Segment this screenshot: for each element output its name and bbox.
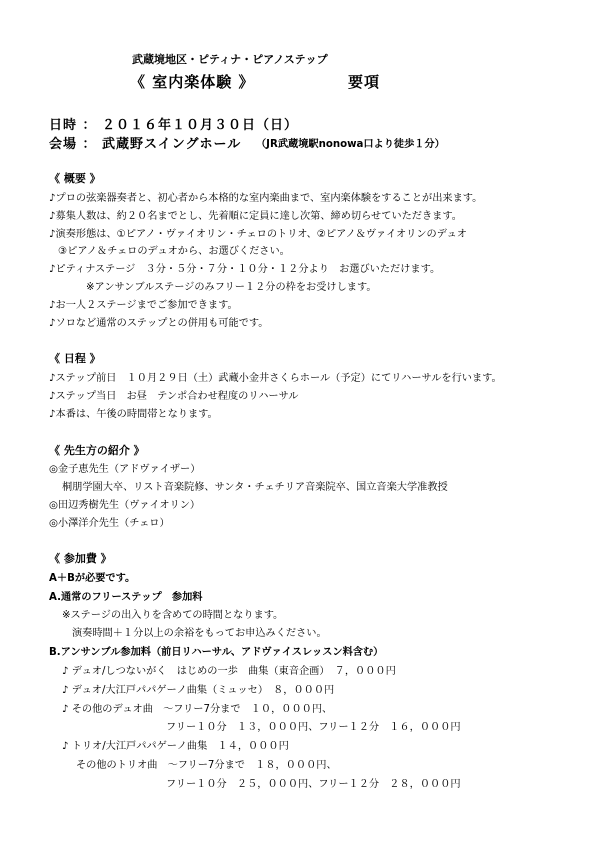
schedule-line: ♪本番は、午後の時間帯となります。 bbox=[49, 409, 218, 420]
overview-line: ♪演奏形態は、①ピアノ・ヴァイオリン・チェロのトリオ、②ピアノ＆ヴァイオリンのデュオ bbox=[49, 229, 467, 240]
fee-a-note: 演奏時間＋１分以上の余裕をもってお申込みください。 bbox=[72, 628, 327, 639]
overview-line: ※アンサンブルステージのみフリー１２分の枠をお受けします。 bbox=[86, 282, 377, 293]
overview-line: ♪お一人２ステージまでご参加できます。 bbox=[49, 300, 238, 311]
fee-b-line: ♪ その他のデュオ曲 ～フリー7分まで １０，０００円、 bbox=[62, 704, 333, 715]
schedule-line: ♪ステップ当日 お昼 テンポ合わせ程度のリハーサル bbox=[49, 391, 299, 402]
org-name: 武蔵境地区・ピティナ・ピアノステップ bbox=[132, 53, 328, 66]
teacher-name: ◎田辺秀樹先生（ヴァイオリン） bbox=[49, 500, 201, 511]
teacher-profile: 桐朋学園大卒、リスト音楽院修、サンタ・チェチリア音楽院卒、国立音楽大学准教授 bbox=[62, 482, 448, 493]
fee-b-line: フリー１０分 １３，０００円、フリー１２分 １６，０００円 bbox=[166, 722, 461, 733]
fee-b-line: ♪ トリオ/大江戸パパゲーノ曲集 １４，０００円 bbox=[62, 741, 289, 752]
event-date: 日時 ： ２０１６年１０月３０日（日） bbox=[49, 118, 299, 133]
fee-b-line: その他のトリオ曲 ～フリー7分まで １８，０００円、 bbox=[76, 760, 337, 771]
overview-line: ♪ソロなど通常のステップとの併用も可能です。 bbox=[49, 318, 269, 329]
venue-access-note: （JR武蔵境駅nonowa口より徒歩１分） bbox=[256, 139, 445, 150]
fee-b-line: ♪ デュオ/大江戸パパゲーノ曲集（ミュッセ） ８，０００円 bbox=[62, 685, 335, 696]
teacher-name: ◎金子恵先生（アドヴァイザー） bbox=[49, 464, 201, 475]
page-title: 《 室内楽体験 》 bbox=[130, 73, 255, 91]
overview-line: ♪募集人数は、約２０名までとし、先着順に定員に達し次第、締め切らせていただきます。 bbox=[49, 211, 462, 222]
fees-requirement: A＋Bが必要です。 bbox=[49, 573, 136, 584]
overview-line: ③ピアノ＆チェロのデュオから、お選びください。 bbox=[58, 246, 290, 257]
fees-heading: 《 参加費 》 bbox=[49, 552, 112, 565]
fee-b-title: B.アンサンブル参加料（前日リハーサル、アドヴァイスレッスン料含む） bbox=[49, 647, 384, 658]
schedule-heading: 《 日程 》 bbox=[49, 352, 101, 365]
teachers-heading: 《 先生方の紹介 》 bbox=[49, 444, 145, 457]
overview-heading: 《 概要 》 bbox=[49, 172, 101, 185]
event-venue: 会場 ： 武蔵野スイングホール bbox=[49, 137, 242, 152]
fee-a-title: A.通常のフリーステップ 参加料 bbox=[49, 592, 203, 603]
schedule-line: ♪ステップ前日 １０月２９日（土）武蔵小金井さくらホール（予定）にてリハーサルを行います。 bbox=[49, 373, 502, 384]
overview-line: ♪ピティナステージ ３分・５分・７分・１０分・１２分より お選びいただけます。 bbox=[49, 264, 441, 275]
teacher-name: ◎小澤洋介先生（チェロ） bbox=[49, 518, 170, 529]
fee-b-line: フリー１０分 ２５，０００円、フリー１２分 ２８，０００円 bbox=[166, 779, 461, 790]
page-subtitle: 要項 bbox=[348, 73, 381, 91]
fee-b-line: ♪ デュオ/しつないがく はじめの一歩 曲集（東音企画） ７，０００円 bbox=[62, 666, 396, 677]
overview-line: ♪プロの弦楽器奏者と、初心者から本格的な室内楽曲まで、室内楽体験をすることが出来ます。 bbox=[49, 193, 483, 204]
fee-a-note: ※ステージの出入りを含めての時間となります。 bbox=[62, 610, 284, 621]
